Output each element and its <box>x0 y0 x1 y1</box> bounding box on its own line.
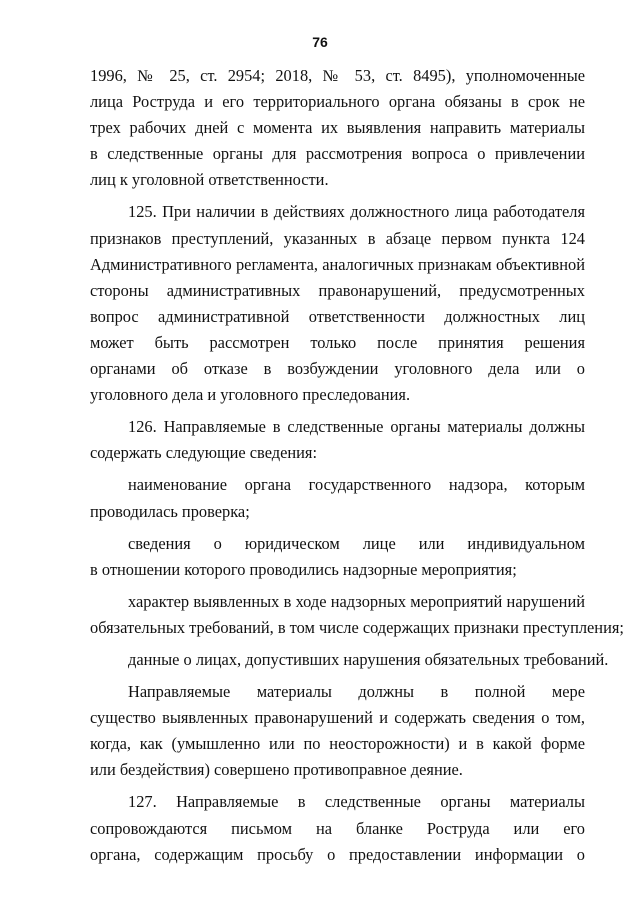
text-line: может быть рассмотрен только после принятия решения <box>90 332 585 352</box>
text-line: когда, как (умышленно или по неосторожности) и в какой форме <box>90 734 585 754</box>
text-line: Направляемые материалы должны в полной мере <box>128 682 585 702</box>
text-line: наименование органа государственного надзора, которым <box>128 475 585 495</box>
text-line: 126. Направляемые в следственные органы материалы должны <box>128 417 585 437</box>
text-line: сведения о юридическом лице или индивидуальном <box>128 533 585 553</box>
text-line: лица Роструда и его территориального органа обязаны в срок не <box>90 92 585 112</box>
text-line: органами об отказе в возбуждении уголовного дела или о <box>90 359 585 379</box>
text-line: трех рабочих дней с момента их выявления направить материалы <box>90 118 585 138</box>
text-line: проводилась проверка; <box>90 501 250 521</box>
text-line: обязательных требований, в том числе содержащих признаки преступления; <box>90 617 624 637</box>
text-line: признаков преступлений, указанных в абзаце первом пункта 124 <box>90 228 585 248</box>
text-line: уголовного дела и уголовного преследования. <box>90 385 411 405</box>
text-line: данные о лицах, допустивших нарушения обязательных требований. <box>128 649 609 669</box>
text-line: в отношении которого проводились надзорные мероприятия; <box>90 559 517 579</box>
text-line: существо выявленных правонарушений и содержать сведения о том, <box>90 708 585 728</box>
text-line: 1996, № 25, ст. 2954; 2018, № 53, ст. 8495), уполномоченные <box>90 66 585 85</box>
text-line: сопровождаются письмом на бланке Роструда или его <box>90 818 585 838</box>
text-line: содержать следующие сведения: <box>90 443 318 463</box>
text-line: Административного регламента, аналогичных признакам объективной <box>90 254 585 274</box>
text-line: или бездействия) совершено противоправное деяние. <box>90 760 463 780</box>
text-line: органа, содержащим просьбу о предоставлении информации о <box>90 844 585 864</box>
text-line: характер выявленных в ходе надзорных мероприятий нарушений <box>128 591 585 611</box>
text-line: лиц к уголовной ответственности. <box>90 170 329 190</box>
text-line: в следственные органы для рассмотрения вопроса о привлечении <box>90 144 585 164</box>
text-line: 127. Направляемые в следственные органы материалы <box>128 792 585 812</box>
page-number: 76 <box>312 34 328 50</box>
text-line: стороны административных правонарушений, предусмотренных <box>90 280 585 300</box>
text-line: 125. При наличии в действиях должностного лица работодателя <box>128 202 585 222</box>
text-line: вопрос административной ответственности должностных лиц <box>90 306 585 326</box>
document-body <box>90 63 624 868</box>
